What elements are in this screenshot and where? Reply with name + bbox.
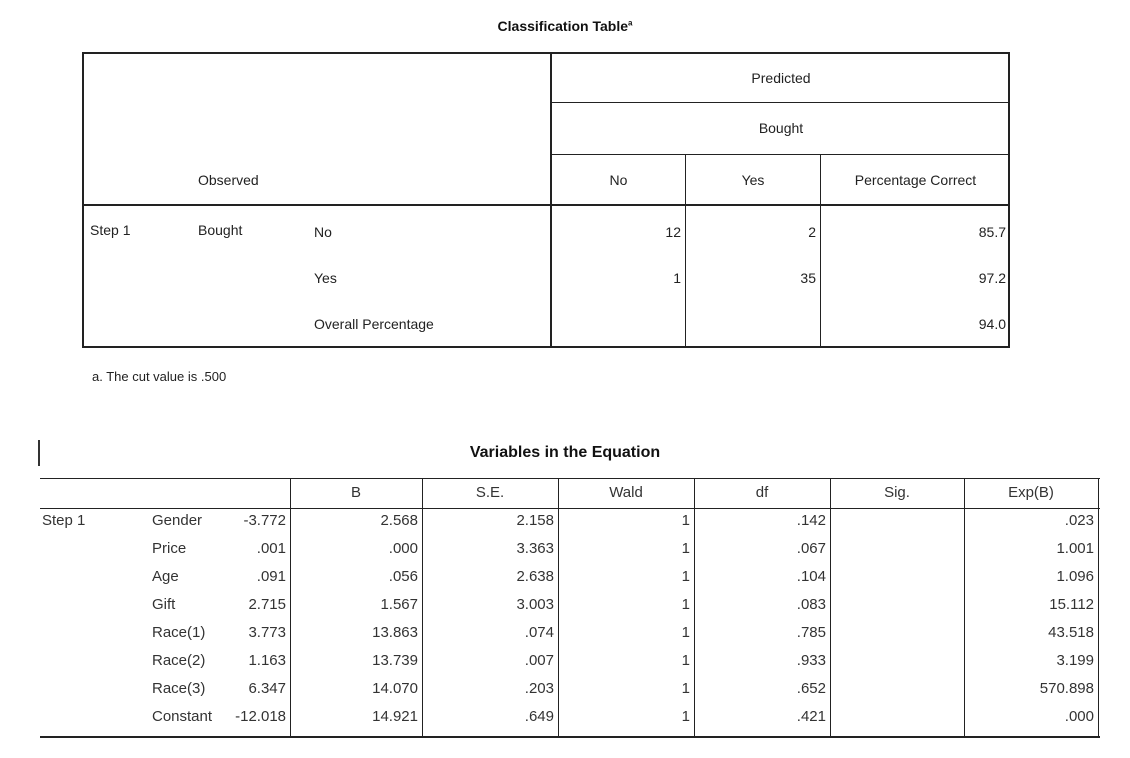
- col-header-sig: Sig.: [884, 484, 910, 501]
- divider: [84, 204, 1010, 206]
- ve-cell-sig: .652: [796, 680, 826, 697]
- bought-row-label: Bought: [198, 222, 243, 238]
- col-header-se: S.E.: [475, 484, 505, 501]
- ve-cell-se: 13.863: [372, 624, 418, 641]
- ve-cell-df: 1: [681, 596, 690, 613]
- ve-cell-exp: .023: [1064, 512, 1094, 529]
- ve-row-name: Gift: [152, 596, 176, 613]
- classification-table-title-footnote-mark: a: [628, 18, 633, 28]
- col-header-b: B: [350, 484, 361, 501]
- ve-cell-b: 3.773: [248, 624, 286, 641]
- ve-cell-wald: .649: [524, 708, 554, 725]
- cell-yes-pct: 97.2: [978, 270, 1006, 286]
- ve-row-name: Race(3): [152, 680, 206, 697]
- ve-row-name: Race(2): [152, 652, 206, 669]
- classification-table: [82, 52, 1010, 348]
- ve-row-name: Price: [152, 540, 187, 557]
- ve-cell-df: 1: [681, 540, 690, 557]
- divider: [40, 508, 1100, 509]
- ve-cell-se: 2.568: [380, 512, 418, 529]
- ve-cell-exp: 3.199: [1056, 652, 1094, 669]
- ve-cell-wald: 2.158: [516, 512, 554, 529]
- cell-overall-pct: 94.0: [978, 316, 1006, 332]
- ve-cell-sig: .142: [796, 512, 826, 529]
- ve-cell-sig: .421: [796, 708, 826, 725]
- ve-cell-se: 1.567: [380, 596, 418, 613]
- ve-row-name: Age: [152, 568, 179, 585]
- ve-row-name: Constant: [152, 708, 213, 725]
- divider: [550, 102, 1010, 103]
- ve-cell-b: .091: [256, 568, 286, 585]
- ve-cell-wald: .074: [524, 624, 554, 641]
- divider: [40, 736, 1100, 738]
- cell-yes-no: 1: [673, 270, 681, 286]
- classification-footnote: a. The cut value is .500: [92, 369, 227, 384]
- row-label-no: No: [314, 224, 332, 240]
- col-yes-header: Yes: [741, 172, 765, 188]
- col-header-wald: Wald: [609, 484, 643, 501]
- ve-cell-wald: 3.003: [516, 596, 554, 613]
- divider: [550, 154, 1010, 155]
- ve-cell-sig: .067: [796, 540, 826, 557]
- divider: [40, 478, 1100, 479]
- variables-equation-table: [40, 474, 1100, 736]
- step-label: Step 1: [90, 222, 131, 238]
- divider: [550, 54, 552, 346]
- cell-no-no: 12: [665, 224, 681, 240]
- col-header-df: df: [755, 484, 769, 501]
- ve-cell-exp: 15.112: [1049, 596, 1094, 613]
- ve-row-name: Race(1): [152, 624, 206, 641]
- classification-table-title: [0, 18, 1130, 34]
- ve-cell-df: 1: [681, 652, 690, 669]
- bought-header: Bought: [758, 120, 804, 136]
- ve-cell-se: 13.739: [372, 652, 418, 669]
- divider: [964, 478, 965, 736]
- predicted-header: Predicted: [751, 70, 811, 86]
- ve-cell-b: .001: [256, 540, 286, 557]
- ve-cell-b: -3.772: [243, 512, 286, 529]
- ve-cell-wald: .007: [524, 652, 554, 669]
- cell-yes-yes: 35: [800, 270, 816, 286]
- ve-cell-df: 1: [681, 680, 690, 697]
- ve-cell-sig: .083: [796, 596, 826, 613]
- divider: [290, 478, 291, 736]
- ve-cell-df: 1: [681, 708, 690, 725]
- cell-no-yes: 2: [808, 224, 816, 240]
- ve-cell-b: 1.163: [248, 652, 286, 669]
- ve-cell-exp: 1.001: [1056, 540, 1094, 557]
- ve-cell-exp: 43.518: [1048, 624, 1094, 641]
- ve-cell-df: 1: [681, 512, 690, 529]
- ve-cell-exp: 1.096: [1056, 568, 1094, 585]
- ve-cell-df: 1: [681, 624, 690, 641]
- ve-cell-wald: 2.638: [516, 568, 554, 585]
- divider: [558, 478, 559, 736]
- variables-equation-title: Variables in the Equation: [469, 444, 661, 461]
- col-pct-header: Percentage Correct: [854, 172, 977, 188]
- ve-cell-exp: .000: [1064, 708, 1094, 725]
- ve-cell-wald: .203: [524, 680, 554, 697]
- divider: [830, 478, 831, 736]
- ve-step-label: Step 1: [42, 512, 86, 529]
- divider: [1098, 478, 1099, 736]
- ve-cell-se: .000: [388, 540, 418, 557]
- ve-cell-sig: .785: [796, 624, 826, 641]
- ve-cell-b: 2.715: [248, 596, 286, 613]
- ve-cell-wald: 3.363: [516, 540, 554, 557]
- ve-cell-se: .056: [388, 568, 418, 585]
- row-label-overall: Overall Percentage: [314, 316, 434, 332]
- cell-no-pct: 85.7: [978, 224, 1006, 240]
- col-header-expb: Exp(B): [1008, 484, 1054, 501]
- classification-table-title-text: Classification Table: [497, 18, 628, 34]
- row-label-yes: Yes: [314, 270, 337, 286]
- ve-cell-df: 1: [681, 568, 690, 585]
- divider: [422, 478, 423, 736]
- ve-cell-se: 14.921: [372, 708, 418, 725]
- ve-cell-exp: 570.898: [1039, 680, 1094, 697]
- observed-header: Observed: [198, 172, 259, 188]
- ve-row-name: Gender: [152, 512, 203, 529]
- ve-cell-sig: .933: [796, 652, 826, 669]
- col-no-header: No: [609, 172, 628, 188]
- ve-cell-b: -12.018: [235, 708, 286, 725]
- ve-cell-sig: .104: [796, 568, 826, 585]
- ve-cell-se: 14.070: [372, 680, 418, 697]
- ve-cell-b: 6.347: [248, 680, 286, 697]
- divider: [694, 478, 695, 736]
